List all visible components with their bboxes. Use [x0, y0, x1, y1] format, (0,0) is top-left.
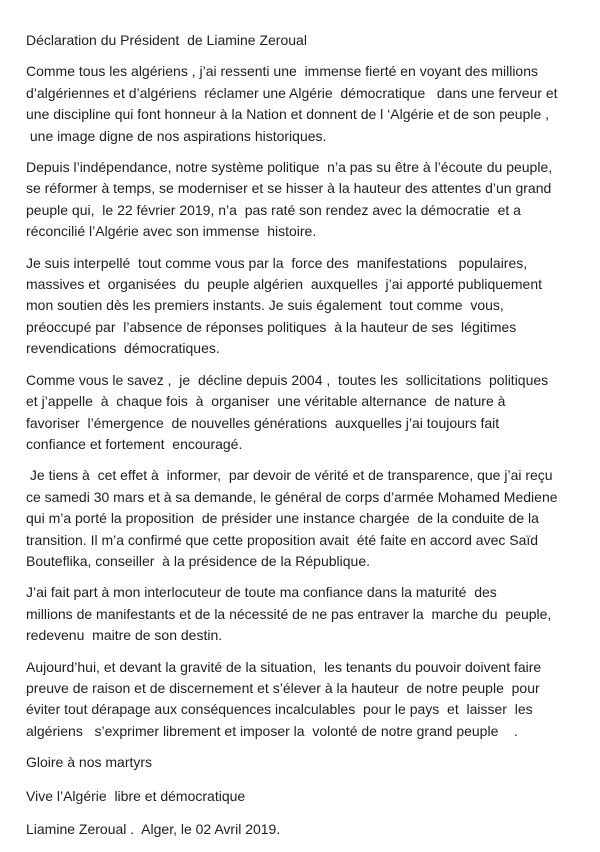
document-title: Déclaration du Président de Liamine Zeroual: [26, 32, 307, 48]
closing-vive: Vive l’Algérie libre et démocratique: [26, 787, 246, 804]
paragraph-2: Depuis l’indépendance, notre système politique n’a pas su être à l’écoute du peuple, se réformer à temps, se moderniser et se hisser à la hauteur des attentes d’un grand peuple qui, le 22 février 2019, n’a pas raté son rendez avec la démocratie et a réconcilié l’Algérie avec son immense histoire.: [26, 159, 553, 240]
paragraph-3: Je suis interpellé tout comme vous par la force des manifestations populaires, massives et organisées du peuple algérien auxquelles j’ai apporté publiquement mon soutien dès les premiers instants. Je suis également tout comme vous, préoccupé par l’absence de réponses politiques à la hauteur de ses légitimes revendications démocratiques.: [26, 254, 542, 357]
paragraph-6: J’ai fait part à mon interlocuteur de toute ma confiance dans la maturité des millions de manifestants et de la nécessité de ne pas entraver la marche du peuple, redevenu maitre de son destin.: [26, 584, 552, 644]
signature-line: Liamine Zeroual . Alger, le 02 Avril 2019.: [26, 821, 281, 837]
paragraph-4: Comme vous le savez , je décline depuis 2004 , toutes les sollicitations politiques et j’appelle à chaque fois à organiser une véritable alternance de nature à favoriser l’émergence de nouvelles générations auxquelles j’ai toujours fait confiance et fortement encouragé.: [26, 371, 549, 452]
paragraph-7: Aujourd’hui, et devant la gravité de la situation, les tenants du pouvoir doivent faire preuve de raison et de discernement et s’élever à la hauteur de notre peuple pour éviter tout dérapage aux conséquences incalculables pour le pays et laisser les algériens s’exprimer librement et imposer la volonté de notre grand peuple .: [26, 658, 542, 739]
closing-glory: Gloire à nos martyrs: [26, 754, 153, 771]
paragraph-1: Comme tous les algériens , j’ai ressenti une immense fierté en voyant des millions d’algériennes et d’algériens réclamer une Algérie démocratique dans une ferveur et une discipline qui font honneur à la Nation et donnent de l ‘Algérie et de son peuple , une image digne de nos aspirations historiques.: [26, 63, 558, 144]
document-body: [26, 30, 586, 852]
paragraph-5: Je tiens à cet effet à informer, par devoir de vérité et de transparence, que j’ai reçu ce samedi 30 mars et à sa demande, le général de corps d’armée Mohamed Mediene qui m’a porté la proposition de présider une instance chargée de la conduite de la transition. Il m’a confirmé que cette proposition avait été faite en accord avec Saïd Bouteflika, conseiller à la présidence de la République.: [26, 467, 558, 569]
